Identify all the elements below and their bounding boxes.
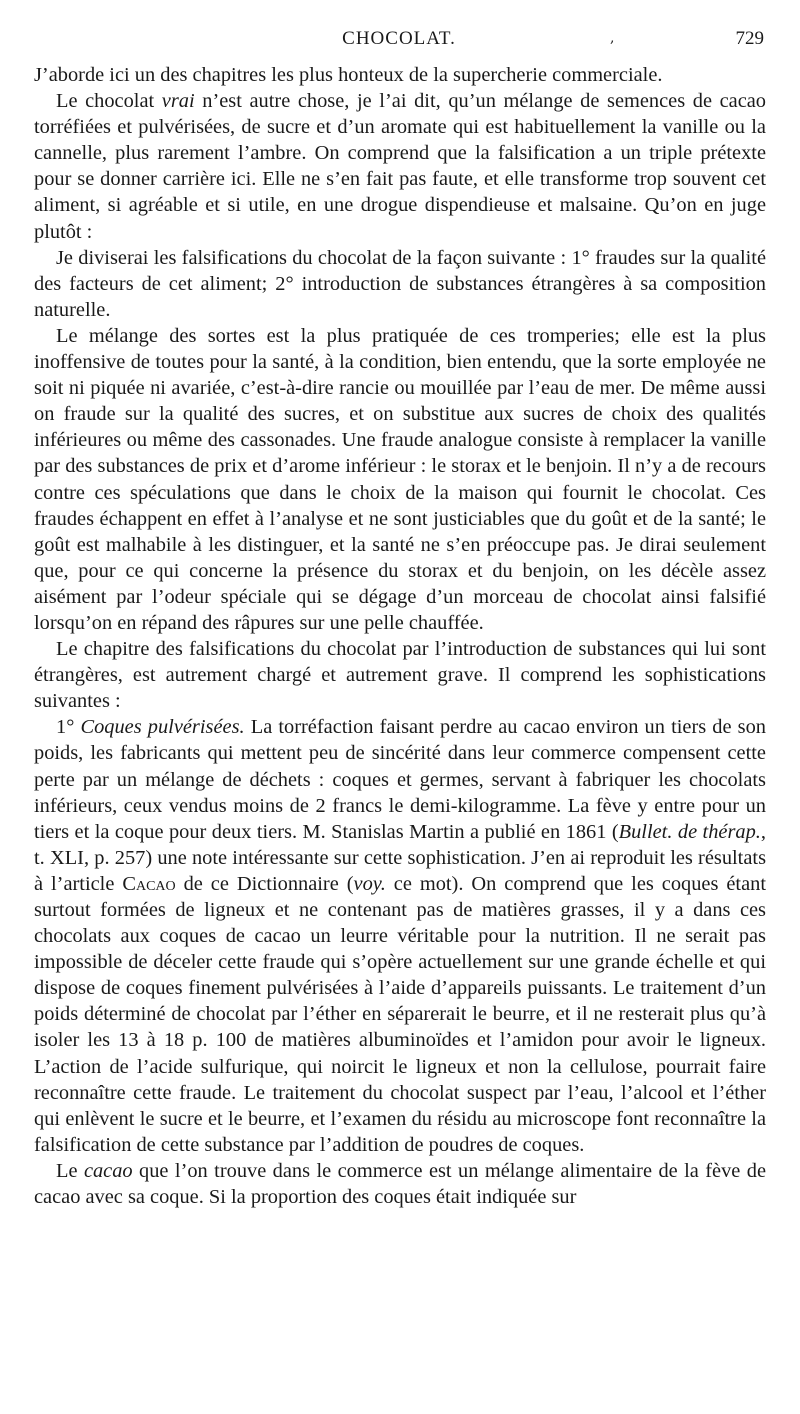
p2-text-a: Le chocolat — [56, 90, 162, 113]
stray-mark: , — [610, 30, 615, 46]
p6-text-b: , t. XLI, p. 257) une note intéressante sur cette sophistication. J’en ai reproduit les résultats à l’article — [34, 820, 766, 895]
paragraph-6 — [34, 714, 766, 1158]
p6-heading: Coques pulvérisées. — [80, 716, 245, 739]
p2-text-c: n’est autre chose, je l’ai dit, qu’un mélange de semences de cacao torréfiées et pulvérisées, de sucre et d’un aromate qui est habituellement la vanille ou la cannelle, plus rarement l’ambre. On comprend que la falsification a un triple prétexte pour se donner carrière ici. Elle ne s’en fait pas faute, et elle transforme trop souvent cet aliment, si agréable et si utile, en une drogue dispendieuse et malsaine. Qu’on en juge plutôt : — [34, 90, 766, 243]
p6-text-d: ce mot). On comprend que les coques étant surtout formées de ligneux et ne contenant pas de matières grasses, il y a dans ces chocolats aux coques de cacao un leurre véritable pour la nutrition. Il ne serait pas impossible de déceler cette fraude qui s’opère actuellement sur une grande échelle et qui dispose de coques finement pulvérisées à l’aide d’appareils puissants. Le traitement d’un poids déterminé de chocolat par l’éther en séparerait le beurre, et il ne resterait plus qu’à isoler les 13 à 18 p. 100 de matières albuminoïdes et l’amidon pour avoir le ligneux. L’action de l’acide sulfurique, qui noircit le ligneux et non la cellulose, pourrait faire reconnaître cette fraude. Le traitement du chocolat suspect par l’eau, l’alcool et l’éther qui enlèvent le sucre et le beurre, et l’examen du résidu au microscope font reconnaître la falsification de cette substance par l’addition de poudres de coques. — [34, 872, 766, 1156]
p6-reference: Bullet. de thérap. — [618, 820, 761, 843]
p6-text-c: de ce Dictionnaire ( — [175, 872, 354, 895]
p6-voy: voy. — [353, 872, 386, 895]
running-header — [34, 28, 764, 58]
paragraph-3: Je diviserai les falsifications du chocolat de la façon suivante : 1° fraudes sur la qualité des facteurs de cet aliment; 2° introduction de substances étrangères à sa composition naturelle. — [34, 246, 766, 321]
p6-number: 1° — [56, 716, 81, 739]
running-title: CHOCOLAT. — [342, 28, 456, 49]
paragraph-5: Le chapitre des falsifications du chocolat par l’introduction de substances qui lui sont étrangères, est autrement chargé et autrement grave. Il comprend les sophistications suivantes : — [34, 638, 766, 713]
p6-text-a: La torréfaction faisant perdre au cacao environ un tiers de son poids, les fabricants qui mettent peu de sincérité dans leur commerce compensent cette perte par un mélange de déchets : coques et germes, servant à fabriquer les chocolats inférieurs, ceux vendus moins de 2 francs le demi-kilogramme. La fève y entre pour un tiers et la coque pour deux tiers. M. Stanislas Martin a publié en 1861 ( — [34, 716, 766, 843]
paragraph-2 — [34, 88, 766, 245]
paragraph-4: Le mélange des sortes est la plus pratiquée de ces tromperies; elle est la plus inoffensive de toutes pour la santé, à la condition, bien entendu, que la sorte employée ne soit ni piquée ni avariée, c’est-à-dire rancie ou mouillée par l’eau de mer. De même aussi on fraude sur la qualité des sucres, et on substitue aux sucres de choix des qualités inférieures ou même des cassonades. Une fraude analogue consiste à remplacer la vanille par des substances de prix et d’arome inférieur : le storax et le benjoin. Il n’y a de recours contre ces spéculations que dans le choix de la maison qui fournit le chocolat. Ces fraudes échappent en effet à l’analyse et ne sont justiciables que du goût et de la santé; le goût est malhabile à les distinguer, et la santé ne s’en préoccupe pas. Je dirai seulement que, pour ce qui concerne la présence du storax et du benjoin, on les décèle assez aisément par l’odeur spéciale qui se dégage d’un morceau de chocolat ainsi falsifié lorsqu’on en répand des râpures sur une pelle chauffée. — [34, 324, 766, 634]
p7-text-a: Le — [56, 1159, 84, 1182]
p6-cross-reference: Cacao — [122, 872, 176, 895]
paragraph-1: J’aborde ici un des chapitres les plus honteux de la supercherie commerciale. — [34, 64, 663, 86]
p2-emphasis-vrai: vrai — [161, 90, 195, 113]
p7-text-c: que l’on trouve dans le commerce est un mélange alimentaire de la fève de cacao avec sa coque. Si la proportion des coques était indiquée sur — [34, 1159, 767, 1209]
p7-emphasis-cacao: cacao — [83, 1159, 133, 1182]
article-text — [34, 62, 766, 1210]
paragraph-7 — [34, 1158, 766, 1210]
page-number: 729 — [735, 28, 764, 49]
